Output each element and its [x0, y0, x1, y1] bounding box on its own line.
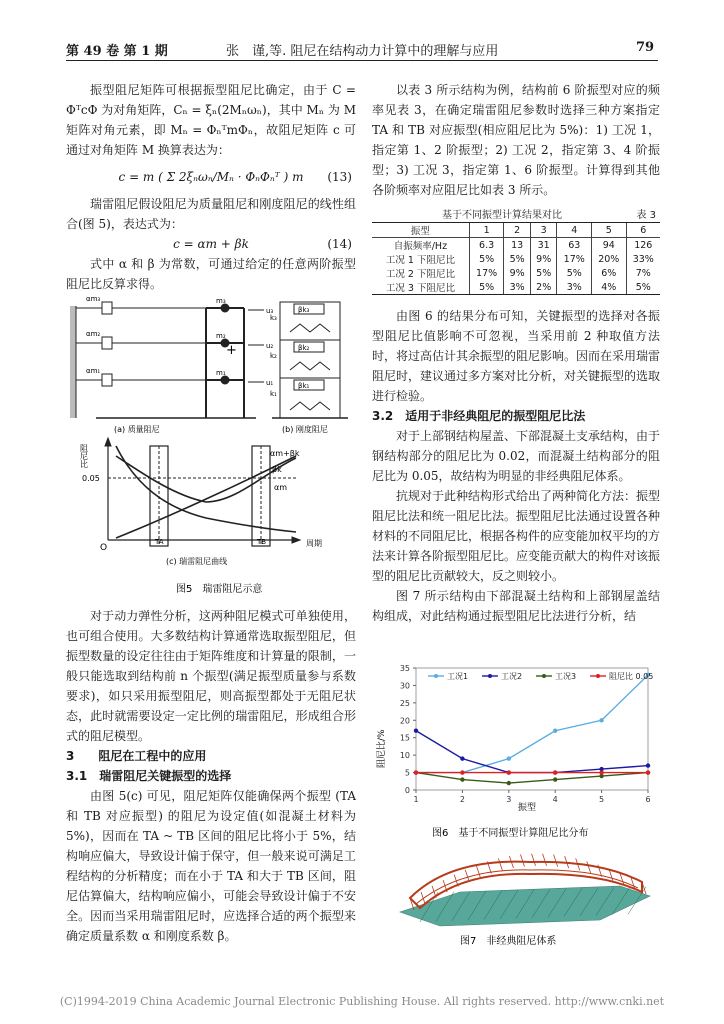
mass-label: m₂	[216, 332, 226, 340]
figure-sublabel: (c) 瑞雷阻尼曲线	[166, 557, 228, 566]
data-point	[507, 781, 511, 785]
header-rule	[66, 60, 658, 61]
table-cell: 2%	[530, 280, 557, 295]
legend-marker	[488, 674, 492, 678]
table-cell: 126	[626, 238, 660, 253]
plus-sign: +	[226, 343, 237, 358]
table-row	[372, 238, 660, 253]
period-label: TB	[257, 538, 267, 546]
table-cell: 2	[504, 223, 531, 238]
stiffness-label: k₃	[270, 314, 277, 322]
paragraph: 由图 5(c) 可见，阻尼矩阵仅能确保两个振型 (TA 和 TB 对应振型) 的阻尼为设定值(如混凝土材料为 5%)，因而在 TA ~ TB 区间的阻尼比将小于 5%，结构响应偏大，导致设计偏于保守，但一般来说可满足工程结构的分析精度；而在小于 TA 和大于 TB 区间，阻尼估算偏大，结构响应偏小，可能会导致设计偏于不安全。因而当采用瑞雷阻尼时，应选择合适的两个振型来确定质量系数 α 和刚度系数 β。	[66, 789, 356, 943]
mass-label: m₁	[216, 369, 226, 377]
paragraph: 振型阻尼矩阵可根据振型阻尼比确定，由于 C = ΦᵀcΦ 为对角矩阵，Cₙ = ξₙ(2Mₙωₙ)，其中 Mₙ 为 M 矩阵对角元素，即 Mₙ = ΦₙᵀmΦₙ，故阻尼矩阵 c 可通过对角矩阵 M 换算表达为：	[66, 83, 356, 157]
table-cell: 31	[530, 238, 557, 253]
figure-sublabel: (a) 质量阻尼	[114, 425, 160, 434]
curve-label: αm+βk	[270, 449, 300, 458]
paragraph: 式中 α 和 β 为常数，可通过给定的任意两阶振型阻尼比反算求得。	[66, 257, 356, 291]
paragraph: 瑞雷阻尼假设阻尼为质量阻尼和刚度阻尼的线性组合(图 5)，表达式为：	[66, 197, 356, 231]
journal-volume: 第 49 卷 第 1 期	[66, 44, 168, 59]
figure-caption: 图7 非经典阻尼体系	[460, 936, 557, 947]
subsection-heading: 3.1 瑞雷阻尼关键振型的选择	[66, 769, 232, 783]
x-tick-label: 6	[645, 795, 651, 804]
period-label: TA	[155, 538, 164, 546]
data-point	[460, 777, 464, 781]
table-cell: 17%	[557, 252, 592, 266]
legend-label: 工况1	[447, 672, 469, 681]
data-point	[646, 770, 650, 774]
data-point	[599, 770, 603, 774]
damper-label: βk₃	[298, 306, 310, 314]
data-point	[460, 756, 464, 760]
concrete-substructure	[400, 886, 650, 926]
paragraph: 以表 3 所示结构为例，结构前 6 阶振型对应的频率见表 3，在确定瑞雷阻尼参数时选择三种方案指定 TA 和 TB 对应振型(相应阻尼比为 5%)：1) 工况 1，指定第 1、2 阶振型；2) 工况 2，指定第 3、4 阶振型；3) 工况 3，指定第 1、6 阶振型。计算得到其他各阶频率对应阻尼比如表 3 所示。	[372, 83, 660, 197]
damper-label: βk₂	[298, 344, 310, 352]
equation-14	[66, 234, 356, 254]
table-cell: 17%	[469, 266, 504, 280]
x-tick-label: 1	[413, 795, 419, 804]
y-tick-label: 25	[399, 698, 410, 708]
x-tick-label: 4	[552, 795, 558, 804]
x-tick-label: 2	[459, 795, 465, 804]
legend-marker	[434, 674, 438, 678]
right-column-top	[372, 80, 660, 200]
chart-y-label: 阻尼比/%	[377, 729, 387, 768]
damper-label: βk₁	[298, 382, 310, 390]
damper-label: αm₁	[86, 367, 101, 375]
section-heading: 3 阻尼在工程中的应用	[66, 749, 207, 763]
table-cell: 6.3	[469, 238, 504, 253]
table-body	[372, 222, 660, 295]
data-point	[553, 770, 557, 774]
damper-label: αm₃	[86, 296, 101, 303]
paragraph: 抗规对于此种结构形式给出了两种简化方法：振型阻尼比法和统一阻尼比法。振型阻尼比法通过设置各种材料的不同阻尼比，根据各构件的应变能加权平均的方法来计算各阶振型阻尼比。应变能贡献大的构件对该振型的阻尼比贡献较大，反之则较小。	[372, 489, 661, 583]
paragraph: 对于上部钢结构屋盖、下部混凝土支承结构，由于钢结构部分的阻尼比为 0.02，而混凝土结构部分的阻尼比为 0.05，故结构为明显的非经典阻尼体系。	[372, 429, 661, 483]
x-tick-label: 3	[506, 795, 512, 804]
roof-truss-member	[498, 858, 502, 870]
disp-label: u₂	[266, 342, 274, 350]
chart-axes	[399, 664, 654, 804]
table-cell: 3%	[504, 280, 531, 295]
paragraph: 对于动力弹性分析，这两种阻尼模式可单独使用，也可组合使用。大多数结构计算通常选取振型阻尼，但振型数量的设定往往由于矩阵维度和计算量的限制，一般只能选取到结构前 n 个振型(满足振型质量参与系数要求)，如只采用振型阻尼，则高振型都处于无阻尼状态，此时就需要设定一定比例的瑞雷阻尼，形成组合形式的阻尼模型。	[66, 609, 356, 743]
figure-6-chart	[372, 658, 660, 844]
data-point	[599, 718, 603, 722]
left-column-top	[66, 80, 356, 294]
table-cell: 6	[626, 223, 660, 238]
chart-x-label: 振型	[518, 803, 537, 813]
table-cell: 9%	[504, 266, 531, 280]
table-cell: 工况 3 下阻尼比	[372, 280, 469, 295]
running-title: 张 谨,等. 阻尼在结构动力计算中的理解与应用	[226, 44, 499, 59]
data-point	[507, 770, 511, 774]
table-row	[372, 252, 660, 266]
data-point	[414, 770, 418, 774]
table-cell: 5%	[469, 280, 504, 295]
table-cell: 3	[530, 223, 557, 238]
figure-7-structure	[380, 852, 660, 952]
legend-marker	[596, 674, 600, 678]
table-cell: 94	[592, 238, 627, 253]
y-tick-label: 15	[399, 733, 410, 743]
table-cell: 5%	[626, 280, 660, 295]
roof-truss-member	[476, 865, 480, 877]
table-row	[372, 266, 660, 280]
table-cell: 自振频率/Hz	[393, 241, 448, 252]
concrete-base	[400, 886, 650, 926]
table-cell: 20%	[592, 252, 627, 266]
roof-truss-member	[543, 854, 547, 866]
x-tick-label: 5	[599, 795, 605, 804]
table-3	[372, 206, 660, 295]
data-point	[646, 763, 650, 767]
data-point	[553, 729, 557, 733]
copyright-footer: (C)1994-2019 China Academic Journal Electronic Publishing House. All rights reserved. http://www.cnki.net	[59, 995, 665, 1008]
disp-label: u₃	[266, 307, 274, 315]
roof-truss-member	[465, 870, 469, 882]
curve-label: αm	[274, 483, 288, 492]
data-point	[553, 777, 557, 781]
roof-truss-member	[520, 854, 524, 866]
mass-label: m₃	[216, 297, 226, 305]
equation-body: c = m ( Σ 2ξₙωₙ/Mₙ · ΦₙΦₙᵀ ) m	[118, 170, 304, 184]
legend-label: 工况2	[501, 672, 523, 681]
y-tick-label: 5	[404, 768, 410, 778]
table-cell: 4	[557, 223, 592, 238]
equation-number: (14)	[327, 237, 352, 251]
roof-truss-member	[554, 855, 558, 867]
axis-label: 阻尼比	[79, 444, 89, 468]
data-point	[460, 770, 464, 774]
table-cell: 63	[557, 238, 592, 253]
y-tick-label: 30	[399, 681, 410, 691]
figure-sublabel: (b) 刚度阻尼	[282, 425, 328, 434]
stiffness-label: k₂	[270, 352, 277, 360]
plot-frame	[416, 668, 648, 790]
table-header-row	[372, 223, 660, 238]
y-tick-label: 20	[399, 716, 410, 726]
table-cell: 5%	[557, 266, 592, 280]
y-tick-label: 35	[399, 664, 410, 673]
mass-damping-diagram	[70, 302, 264, 418]
chart-legend	[428, 671, 653, 681]
curve-label: βk	[272, 465, 282, 474]
table-cell: 4%	[592, 280, 627, 295]
roof-truss-member	[532, 854, 536, 866]
paragraph: 图 7 所示结构由下部混凝土结构和上部钢屋盖结构组成，对此结构通过振型阻尼比法进行分析，结	[372, 589, 660, 623]
data-point	[414, 729, 418, 733]
equation-13	[66, 160, 356, 194]
axis-label: 周期	[306, 539, 322, 548]
table-label: 表 3	[636, 210, 656, 221]
page-number: 79	[636, 40, 655, 55]
legend-label: 工况3	[555, 672, 577, 681]
roof-truss-member	[587, 861, 591, 873]
left-column-bottom	[66, 606, 356, 946]
table-cell: 工况 1 下阻尼比	[385, 255, 455, 266]
table-cell: 5%	[504, 252, 531, 266]
table-row	[372, 280, 660, 295]
table-cell: 振型	[372, 223, 469, 238]
table-cell: 5%	[469, 252, 504, 266]
data-point	[507, 756, 511, 760]
legend-marker	[542, 674, 546, 678]
table-cell: 13	[504, 238, 531, 253]
chart-series	[414, 673, 650, 785]
table-cell: 工况 2 下阻尼比	[385, 269, 455, 280]
figure-caption: 图5 瑞雷阻尼示意	[176, 584, 263, 595]
series-line-1	[416, 675, 648, 773]
disp-label: u₁	[266, 379, 274, 387]
paragraph: 由图 6 的结果分布可知，关键振型的选择对各振型阻尼比值影响不可忽视，当采用前 2 种取值方法时，将过高估计其余振型的阻尼影响。因而在采用瑞雷阻尼时，建议通过多方案对比分析，对关键振型的选取进行检验。	[372, 309, 661, 403]
table-cell: 9%	[530, 252, 557, 266]
figure-5	[66, 296, 356, 596]
stiffness-label: k₁	[270, 390, 277, 398]
table-cell: 1	[469, 223, 504, 238]
table-cell: 33%	[626, 252, 660, 266]
table-cell: 5	[592, 223, 627, 238]
legend-label: 阻尼比 0.05	[609, 672, 654, 681]
series-line-2	[416, 731, 648, 773]
stiffness-damping-diagram	[272, 302, 348, 418]
series-line-3	[416, 773, 648, 783]
subsection-heading: 3.2 适用于非经典阻尼的振型阻尼比法	[372, 409, 586, 423]
equation-body: c = αm + βk	[173, 237, 249, 251]
origin-label: O	[100, 543, 108, 553]
figure-caption: 图6 基于不同振型计算阻尼比分布	[432, 828, 589, 839]
right-column-middle	[372, 306, 660, 626]
damper-label: αm₂	[86, 330, 101, 338]
y-tick-label: 10	[399, 751, 410, 761]
table-cell: 3%	[557, 280, 592, 295]
y-tick-label: 0	[404, 786, 410, 795]
table-title: 基于不同振型计算结果对比	[442, 210, 562, 221]
table-cell: 5%	[530, 266, 557, 280]
table-cell: 6%	[592, 266, 627, 280]
tick-label: 0.05	[82, 474, 100, 483]
table-cell: 7%	[626, 266, 660, 280]
equation-number: (13)	[327, 170, 352, 184]
